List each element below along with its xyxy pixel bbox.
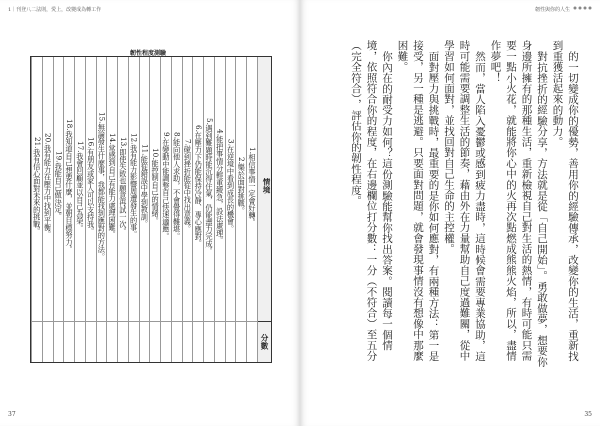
- score-cell[interactable]: [107, 321, 117, 362]
- situation-text: 10.能控制自己的情緒。: [151, 147, 161, 225]
- situation-text: 17.我會回顧並以自己為榮。: [75, 140, 85, 232]
- table-title: 韌性程度測驗: [130, 50, 167, 57]
- situation-text: 14.常感到自己有能力處理困難。: [108, 133, 118, 239]
- page-number-right: 35: [584, 411, 592, 418]
- body-paragraph: 你內在的耐受力如何？這份測驗能幫你找出答案。閱讀每一個情境，依照符合你的程度，在右邊欄位打分數：一分（不符合）至五分（完全符合），評估你的韌性程度。: [350, 40, 393, 361]
- table-row: [117, 57, 128, 362]
- body-text: [342, 40, 580, 370]
- score-cell[interactable]: [97, 321, 107, 362]
- situation-text: 6.在壓力下仍能保持冷靜、專心應對。: [194, 124, 204, 248]
- table-row: [235, 57, 246, 362]
- score-cell[interactable]: [54, 321, 64, 362]
- table-row: [246, 57, 257, 362]
- score-cell[interactable]: [86, 321, 96, 362]
- table-row: [128, 57, 139, 362]
- score-cell[interactable]: [118, 321, 128, 362]
- body-paragraph: 對抗挫折的經驗分享，方法就是從「自己開始」。勇敢做夢，想要你身邊所擁有的那種生活，重新檢視自己對生活的熱情，有時可能只需要一點小火花，就能將你心中的火再次點燃成熊熊火焰，所以，盡情作夢吧！: [489, 40, 548, 367]
- score-cell[interactable]: [129, 321, 139, 362]
- score-cell[interactable]: [150, 321, 160, 362]
- table-row: [63, 57, 74, 362]
- body-paragraph: 面對壓力與挑戰時，最重要的是你如何應對，有兩種方法：第一是接受，另一種是逃避。只要面對問題，就會發現事情沒有想像中那麼困難。: [396, 40, 440, 361]
- score-cell[interactable]: [75, 321, 85, 362]
- situation-text: 8.能向他人求助，不會覺得難堪。: [172, 132, 182, 240]
- situation-text: 1.相信事情一定會好轉。: [247, 146, 257, 226]
- score-cell[interactable]: [247, 321, 257, 362]
- resilience-scale-table: [30, 56, 272, 363]
- table-row: [225, 57, 236, 362]
- running-head-left: 1｜刊登八二法則，愛上，改變成為轉工作: [8, 7, 102, 13]
- situation-text: 3.在逆境中看到成長的機會。: [226, 139, 236, 233]
- table-row: [160, 57, 171, 362]
- body-paragraph: 的一切變成你的優勢，善用你的經驗傳承，改變你的生活，重新找到重獲活起來的動力。: [551, 40, 579, 361]
- table-header-column: [257, 57, 271, 362]
- table-row: [139, 57, 150, 362]
- situation-text: 5.遇到難題時能沉得住氣，仍能盡力完成。: [204, 117, 214, 255]
- situation-text: 9.在變動中能調整自己快速適應。: [161, 132, 171, 240]
- table-row: [203, 57, 214, 362]
- table-row: [192, 57, 203, 362]
- situation-text: 19.我能自己做決定。: [54, 151, 64, 221]
- ornament-icon: [572, 5, 592, 11]
- table-row: [106, 57, 117, 362]
- header-score-label: 分數: [258, 321, 271, 362]
- score-cell[interactable]: [43, 321, 53, 362]
- score-cell[interactable]: [215, 321, 225, 362]
- situation-text: 12.我有能力影響周遭發生的事。: [129, 133, 139, 239]
- table-row: [53, 57, 64, 362]
- running-head-right: 韌性與你的人生: [534, 7, 570, 13]
- situation-text: 15.無論發生什麼事，我都能找到應對的方法。: [97, 111, 107, 261]
- score-cell[interactable]: [226, 321, 236, 362]
- situation-text: 16.有朋友或家人可以支持我。: [86, 137, 96, 235]
- score-cell[interactable]: [64, 321, 74, 362]
- table-row: [182, 57, 193, 362]
- situation-text: 4.能把事情分輕重緩急，設法處理。: [215, 128, 225, 244]
- table-row: [42, 57, 53, 362]
- score-cell[interactable]: [183, 321, 193, 362]
- situation-text: 21.我有信心面對未來的挑戰。: [32, 137, 42, 235]
- situation-text: 18.我知道自己想要什麼，並朝目標努力。: [65, 119, 75, 253]
- header-situation-label: 情境: [262, 178, 271, 194]
- score-cell[interactable]: [140, 321, 150, 362]
- situation-text: 20.我有能力在壓力中找到平衡。: [43, 133, 53, 239]
- table-row: [171, 57, 182, 362]
- score-cell[interactable]: [236, 321, 246, 362]
- score-cell[interactable]: [193, 321, 203, 362]
- situation-text: 7.碰到挫折能從中找出意義。: [183, 139, 193, 233]
- table-row: [31, 57, 42, 362]
- table-row: [214, 57, 225, 362]
- table-row: [85, 57, 96, 362]
- body-paragraph: 然而，當人陷入憂鬱或感到疲力盡時，這時候會需要專業協助，這時可能需要調整生活的節奏，藉由外在力量幫助自己度過難關，從中學習如何面對，並找回對自己生命的主控權。: [443, 40, 486, 361]
- table-row: [96, 57, 107, 362]
- score-cell[interactable]: [204, 321, 214, 362]
- score-cell[interactable]: [161, 321, 171, 362]
- table-row: [74, 57, 85, 362]
- score-cell[interactable]: [172, 321, 182, 362]
- situation-text: 2.樂於面對挑戰。: [237, 157, 247, 215]
- situation-text: 11.能從錯誤中學到教訓。: [140, 144, 150, 228]
- page-number-left: 37: [8, 411, 16, 418]
- table-row: [149, 57, 160, 362]
- score-cell[interactable]: [32, 321, 42, 362]
- situation-text: 13.即使失敗也願意再試一次。: [118, 137, 128, 235]
